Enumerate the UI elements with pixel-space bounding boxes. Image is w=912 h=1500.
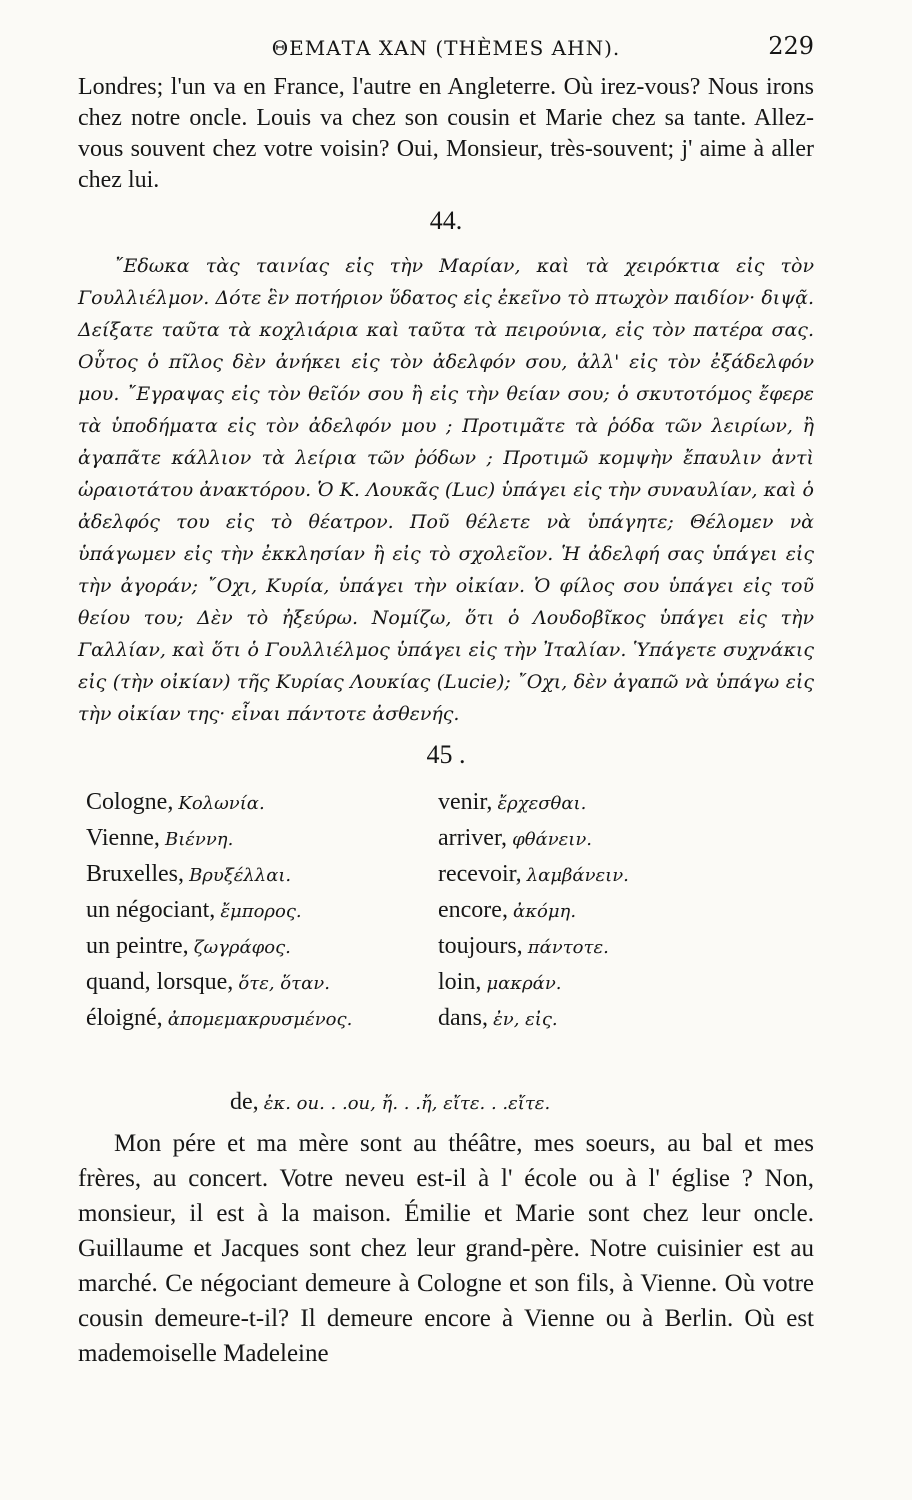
vocab-french: un peintre, [86, 933, 189, 959]
vocab-greek: ὅτε, ὅταν. [238, 973, 330, 994]
vocab-greek: ἐκ. ou. . .ou, ἤ. . .ἤ, εἴτε. . .εἴτε. [263, 1093, 551, 1114]
vocab-entry [438, 928, 629, 964]
vocab-french: Cologne, [86, 789, 174, 815]
vocab-entry [438, 1000, 629, 1036]
vocabulary-right-column [438, 784, 629, 1036]
section-45-text: Mon pére et ma mère sont au théâtre, mes soeurs, au bal et mes frères, au concert. Votre neveu est-il à l' école ou à l' église ? Non, monsieur, il est à la maison. Émilie et Marie sont chez leur oncle. Guillaume et Jacques sont chez leur grand-père. Notre cuisinier est au marché. Ce négociant demeure à Cologne et son fils, à Vienne. Où votre cousin demeure-t-il? Il demeure encore à Vienne ou à Berlin. Où est mademoiselle Madeleine [78, 1130, 814, 1367]
vocab-french: Vienne, [86, 825, 160, 851]
running-title: ΘΕΜΑΤΑ ΧΑΝ (THÈMES AHN). [271, 36, 621, 60]
vocab-french: Bruxelles, [86, 861, 184, 887]
running-head [78, 32, 814, 72]
vocab-entry [86, 784, 352, 820]
vocabulary-list [78, 784, 814, 1084]
vocab-entry [438, 892, 629, 928]
vocab-french: un négociant, [86, 897, 216, 923]
vocab-greek: Βρυξέλλαι. [189, 865, 292, 886]
vocab-greek: Βιέννη. [164, 829, 234, 850]
vocab-greek: ἀκόμη. [513, 901, 577, 922]
section-45-number: 45 . [426, 740, 466, 769]
vocab-greek: ἐν, εἰς. [493, 1009, 558, 1030]
vocab-french: encore, [438, 897, 508, 923]
vocab-entry [438, 820, 629, 856]
vocab-french: dans, [438, 1005, 488, 1031]
vocab-greek: Κολωνία. [178, 793, 265, 814]
vocab-greek: φθάνειν. [512, 829, 593, 850]
vocab-greek: λαμβάνειν. [526, 865, 629, 886]
top-paragraph: Londres; l'un va en France, l'autre en Angleterre. Où irez-vous? Nous irons chez notre oncle. Louis va chez son cousin et Marie chez sa tante. Allez-vous souvent chez votre voisin? Oui, Monsieur, très-souvent; j' aime à aller chez lui. [78, 74, 814, 193]
vocab-french: loin, [438, 969, 482, 995]
vocab-entry [86, 892, 352, 928]
page-number: 229 [768, 32, 814, 60]
vocab-entry [86, 856, 352, 892]
vocab-entry [438, 856, 629, 892]
vocab-entry [86, 964, 352, 1000]
vocab-french: arriver, [438, 825, 507, 851]
vocab-french: éloigné, [86, 1005, 163, 1031]
section-44-text: ῎Εδωκα τὰς ταινίας εἰς τὴν Μαρίαν, καὶ τὰ χειρόκτια εἰς τὸν Γουλλιέλμον. Δότε ἓν ποτήριον ὕδατος εἰς ἐκεῖνο τὸ πτωχὸν παιδίον· διψᾷ. Δείξατε ταῦτα τὰ κοχλιάρια καὶ ταῦτα τὰ πειρούνια, εἰς τὸν πατέρα σας. Οὗτος ὁ πῖλος δὲν ἀνήκει εἰς τὸν ἀδελφόν σου, ἀλλ' εἰς τὸν ἐξάδελφόν μου. ῎Εγραψας εἰς τὸν θεῖόν σου ἢ εἰς τὴν θείαν σου; ὁ σκυτοτόμος ἔφερε τὰ ὑποδήματα εἰς τὸν ἀδελφόν μου ; Προτιμᾶτε τὰ ῥόδα τῶν λειρίων, ἢ ἀγαπᾶτε κάλλιον τὰ λείρια τῶν ῥόδων ; Προτιμῶ κομψὴν ἔπαυλιν ἀντὶ ὡραιοτάτου ἀνακτόρου. Ὁ Κ. Λουκᾶς (Luc) ὑπάγει εἰς τὴν συναυλίαν, καὶ ὁ ἀδελφός του εἰς τὸ θέατρον. Ποῦ θέλετε νὰ ὑπάγητε; Θέλομεν νὰ ὑπάγωμεν εἰς τὴν ἐκκλησίαν ἢ εἰς τὸ σχολεῖον. Ἡ ἀδελφή σας ὑπάγει εἰς τὴν ἀγοράν; ῎Οχι, Κυρία, ὑπάγει τὴν οἰκίαν. Ὁ φίλος σου ὑπάγει εἰς τοῦ θείου του; Δὲν τὸ ἠξεύρω. Νομίζω, ὅτι ὁ Λουδοβῖκος ὑπάγει εἰς τὴν Γαλλίαν, καὶ ὅτι ὁ Γουλλιέλμος ὑπάγει εἰς τὴν Ἰταλίαν. Ὑπάγετε συχνάκις εἰς (τὴν οἰκίαν) τῆς Κυρίας Λουκίας (Lucie); ῎Οχι, δὲν ἀγαπῶ νὰ ὑπάγω εἰς τὴν οἰκίαν της· εἶναι πάντοτε ἀσθενής. [78, 255, 814, 725]
section-44-number: 44. [429, 206, 463, 235]
vocab-entry [438, 964, 629, 1000]
vocab-greek: ἔρχεσθαι. [497, 793, 587, 814]
vocab-greek: μακράν. [486, 973, 562, 994]
book-page [78, 32, 814, 1371]
vocab-last-line [78, 1084, 814, 1120]
vocab-french: de, [230, 1089, 259, 1115]
vocabulary-left-column [86, 784, 352, 1036]
vocab-entry [86, 820, 352, 856]
vocab-french: toujours, [438, 933, 523, 959]
vocab-entry [86, 1000, 352, 1036]
vocab-greek: ἀπομεμακρυσμένος. [167, 1009, 353, 1030]
vocab-greek: ζωγράφος. [193, 937, 291, 958]
vocab-entry [438, 784, 629, 820]
vocab-french: venir, [438, 789, 493, 815]
vocab-greek: πάντοτε. [527, 937, 609, 958]
vocab-entry [86, 928, 352, 964]
vocab-greek: ἔμπορος. [220, 901, 302, 922]
vocab-french: quand, lorsque, [86, 969, 234, 995]
vocab-french: recevoir, [438, 861, 522, 887]
